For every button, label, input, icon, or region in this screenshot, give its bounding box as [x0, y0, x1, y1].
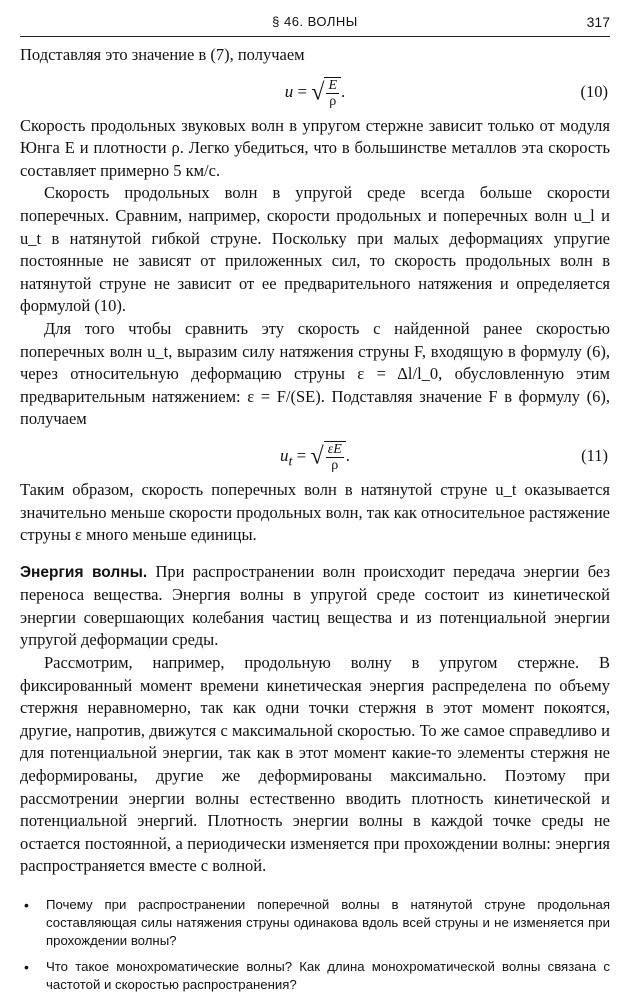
eq11-numerator: εE — [327, 441, 342, 457]
sqrt-symbol: √ $\frac{\varepsilon E}{\rho}$ — [311, 441, 346, 473]
paragraph-6 — [20, 561, 610, 652]
equation-number: (10) — [580, 81, 608, 101]
paragraph-1: Подставляя это значение в (7), получаем — [20, 45, 305, 64]
eq10-lhs: u — [284, 81, 294, 101]
paragraph-4: Для того чтобы сравнить эту скорость с найденной ранее скоростью поперечных волн u_t, выразим силу натяжения струны F, входящую в формулу (6), через относительную деформацию струны ε = Δl/l_0, обусловленную этим предварительным натяжением: ε = F/(SE). Подставляя значение F в формулу (6), получаем — [20, 318, 610, 429]
section-title: § 46. ВОЛНЫ — [272, 14, 358, 29]
paragraph-5: Таким образом, скорость поперечных волн в натянутой струне u_t оказывается значительно меньше скорости продольных волн, так как относительное растяжение струны ε много меньше единицы. — [20, 479, 610, 545]
page-body — [20, 44, 610, 1002]
question-text: Что такое монохроматические волны? Как длина монохроматической волны связана с частотой и скоростью распространения? — [46, 959, 610, 992]
sqrt-symbol: √ $\frac{E}{\rho}$ — [311, 77, 341, 109]
eq11-denominator: ρ — [331, 457, 339, 473]
review-questions — [20, 896, 610, 994]
section-heading: Энергия волны. — [20, 563, 148, 581]
eq10-denominator: ρ — [329, 93, 337, 109]
equation-11: $u_t$ = √ $\frac{\varepsilon E}{\rho}$ . (11) — [279, 441, 608, 473]
eq11-lhs-sub: t — [288, 453, 293, 470]
equation-10: u = √ $\frac{E}{\rho}$ . (10) — [284, 77, 608, 109]
paragraph-2: Скорость продольных звуковых волн в упругом стержне зависит только от модуля Юнга E и плотности ρ. Легко убедиться, что в большинстве металлов эта скорость составляет примерно 5 км/с. — [20, 115, 610, 180]
paragraph-3: Скорость продольных волн в упругой среде всегда больше скорости поперечных. Сравним, например, скорости продольных и поперечных волн u_l и u_t в натянутой гибкой струне. Поскольку при малых деформациях упругие постоянные не зависят от приложенных сил, то скорость продольных волн в натянутой струне не зависит от ее предварительного натяжения и определяется формулой (10). — [20, 183, 610, 316]
page-number: 317 — [586, 14, 610, 30]
question-item — [20, 958, 610, 994]
eq10-numerator: E — [328, 77, 338, 93]
paragraph-6-text: При распространении волн происходит передача энергии без переноса вещества. Энергия волны в упругой среде состоит из кинетической энергии совершающих колебания частиц вещества и из потенциальной энергии упругой деформации среды. — [20, 561, 610, 650]
bullet-icon: • — [24, 959, 29, 975]
eq11-lhs: u — [279, 445, 289, 465]
bullet-icon: • — [24, 897, 29, 913]
equation-number: (11) — [581, 445, 608, 465]
page-header — [20, 14, 610, 34]
paragraph-7: Рассмотрим, например, продольную волну в упругом стержне. В фиксированный момент времени кинетическая энергия распределена по объему стержня неравномерно, так как одни точки стержня в этот момент покоятся, другие, напротив, движутся с максимальной скоростью. То же самое справедливо и для потенциальной энергии, так как в этот момент какие-то элементы стержня не деформированы, другие же деформированы максимально. Поэтому при рассмотрении энергии волны естественно вводить плотность кинетической и потенциальной энергий. Плотность энергии волны в каждой точке среды не остается постоянной, а периодически изменяется при прохождении волны: энергия распространяется вместе с волной. — [20, 653, 610, 876]
question-item — [20, 896, 610, 950]
header-rule — [20, 36, 610, 37]
question-text: Почему при распространении поперечной волны в натянутой струне продольная составляющая силы натяжения струны одинакова вдоль всей струны и не изменяется при прохождении волны? — [46, 897, 610, 948]
